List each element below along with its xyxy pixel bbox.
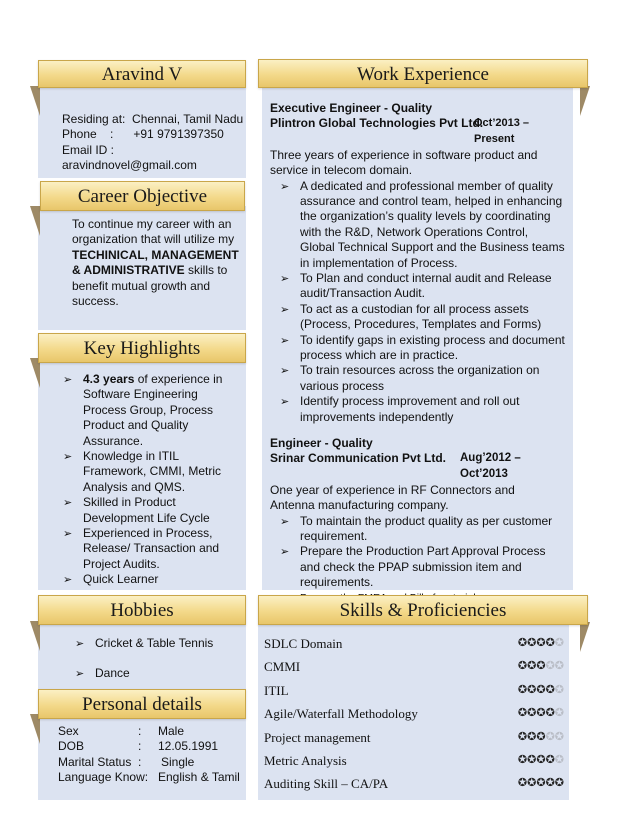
skill-row	[264, 659, 564, 679]
star-filled-icon: ✪	[527, 636, 537, 649]
personal-row: DOB : 12.05.1991	[58, 739, 219, 754]
star-filled-icon: ✪	[536, 706, 546, 720]
star-filled-icon: ✪	[545, 636, 555, 649]
star-filled-icon: ✪	[517, 636, 528, 649]
star-filled-icon: ✪	[536, 753, 546, 766]
skill-row	[264, 636, 564, 656]
skill-name: ITIL	[264, 682, 289, 698]
hobbies-heading: Hobbies	[38, 595, 246, 625]
job-company: Srinar Communication Pvt Ltd.	[270, 451, 447, 466]
star-filled-icon: ✪	[517, 776, 528, 790]
personal-details-heading: Personal details	[38, 689, 246, 719]
star-filled-icon: ✪	[536, 729, 546, 743]
key-highlights-list	[63, 372, 235, 588]
star-empty-icon: ✪	[554, 636, 564, 649]
list-item: ➢ To identify gaps in existing process and document process which are in practice.	[280, 333, 566, 364]
star-filled-icon: ✪	[517, 659, 528, 673]
skill-row	[264, 776, 564, 796]
skill-name: SDLC Domain	[264, 636, 343, 651]
skill-row	[264, 753, 564, 773]
header-fold	[30, 206, 40, 236]
star-filled-icon: ✪	[517, 753, 528, 766]
rating-stars	[518, 683, 564, 696]
star-empty-icon: ✪	[554, 706, 564, 720]
rating-stars	[518, 636, 564, 649]
star-filled-icon: ✪	[517, 682, 528, 696]
list-item: ➢ A dedicated and professional member of quality assurance and control team, helped in enhancing the organization’s quality levels by coordinating with the R&D, Network Operations Control, Global Technical Support and the Business teams in implementation of Process.	[280, 179, 566, 271]
list-item: ➢ Cricket & Table Tennis	[75, 636, 240, 651]
list-item: ➢ Prepare the Production Part Approval Process and check the PPAP submission item and requirements.	[280, 544, 566, 590]
job-duties	[280, 179, 566, 426]
job-2	[270, 436, 566, 606]
star-filled-icon: ✪	[536, 659, 546, 673]
hobbies-list	[75, 636, 240, 682]
star-filled-icon: ✪	[545, 753, 555, 766]
phone-line: Phone : +91 9791397350	[62, 127, 224, 142]
list-item: ➢ To act as a custodian for all process assets (Process, Procedures, Templates and Forms)	[280, 302, 566, 333]
list-item: ➢ Experienced in Process, Release/ Transaction and Project Audits.	[63, 526, 235, 572]
job-summary: One year of experience in RF Connectors and Antenna manufacturing company.	[270, 482, 515, 513]
personal-row: Language Know: English & Tamil	[58, 770, 240, 785]
star-filled-icon: ✪	[536, 776, 546, 790]
key-highlights-heading: Key Highlights	[38, 333, 246, 363]
skill-name: Auditing Skill – CA/PA	[264, 776, 389, 792]
rating-stars	[518, 730, 564, 743]
header-fold	[30, 621, 40, 651]
skills-heading: Skills & Proficiencies	[258, 595, 588, 625]
job-summary: Three years of experience in software product and service in telecom domain.	[270, 147, 538, 178]
job-period: Oct’2013 – Present	[474, 117, 530, 145]
skill-name: Agile/Waterfall Methodology	[264, 706, 418, 722]
skill-row	[264, 706, 564, 726]
personal-row: Sex : Male	[58, 724, 185, 738]
rating-stars	[518, 753, 564, 766]
skill-name: Project management	[264, 729, 371, 745]
star-filled-icon: ✪	[536, 636, 546, 649]
job-role: Engineer - Quality	[270, 436, 373, 450]
job-1	[270, 101, 566, 425]
skill-name: CMMI	[264, 659, 301, 675]
work-experience-heading: Work Experience	[258, 59, 588, 88]
star-filled-icon: ✪	[527, 776, 537, 790]
career-objective-text: To continue my career with an organization that will utilize my TECHINICAL, MANAGEMENT & ADMINISTRATIVE skills to benefit mutual growth and success.	[72, 217, 239, 309]
star-filled-icon: ✪	[527, 753, 537, 766]
job-period: Aug’2012 –Oct’2013	[460, 452, 521, 480]
star-filled-icon: ✪	[527, 659, 537, 673]
list-item: ➢ To Plan and conduct internal audit and Release audit/Transaction Audit.	[280, 271, 566, 302]
list-item: ➢ 4.3 years of experience in Software Engineering Process Group, Process Product and Quality Assurance.	[63, 372, 235, 449]
star-filled-icon: ✪	[527, 682, 537, 696]
star-empty-icon: ✪	[545, 729, 555, 743]
job-role: Executive Engineer - Quality	[270, 101, 433, 115]
job-duties	[280, 514, 566, 606]
skill-row	[264, 730, 564, 750]
rating-stars	[518, 659, 564, 672]
star-filled-icon: ✪	[517, 706, 528, 720]
star-filled-icon: ✪	[545, 706, 555, 720]
star-empty-icon: ✪	[554, 682, 564, 696]
star-filled-icon: ✪	[536, 682, 546, 696]
star-filled-icon: ✪	[527, 729, 537, 743]
list-item: ➢ Dance	[75, 666, 240, 681]
header-fold	[30, 86, 40, 116]
star-empty-icon: ✪	[554, 729, 564, 743]
star-filled-icon: ✪	[527, 706, 537, 720]
star-empty-icon: ✪	[554, 659, 564, 673]
career-objective-heading: Career Objective	[40, 181, 245, 211]
list-item: ➢ Identify process improvement and roll out improvements independently	[280, 394, 566, 425]
rating-stars	[518, 706, 564, 719]
name-heading	[38, 60, 246, 88]
star-filled-icon: ✪	[545, 776, 555, 790]
rating-stars	[518, 776, 564, 789]
job-company-line	[270, 116, 566, 145]
star-filled-icon: ✪	[554, 776, 564, 790]
skill-row	[264, 683, 564, 703]
residing-line: Residing at: Chennai, Tamil Nadu	[62, 112, 244, 126]
star-filled-icon: ✪	[517, 729, 528, 743]
list-item: ➢ To train resources across the organization on various process	[280, 363, 566, 394]
job-company: Plintron Global Technologies Pvt Ltd.	[270, 116, 484, 131]
personal-details-table	[58, 724, 248, 786]
header-fold	[580, 86, 590, 116]
star-filled-icon: ✪	[545, 682, 555, 696]
list-item: ➢ Knowledge in ITIL Framework, CMMI, Metric Analysis and QMS.	[63, 449, 235, 495]
personal-row: Marital Status : Single	[58, 754, 195, 769]
list-item: ➢ Quick Learner	[63, 572, 235, 587]
star-empty-icon: ✪	[545, 659, 555, 673]
list-item: ➢ Skilled in Product Development Life Cycle	[63, 495, 235, 526]
contact-info	[62, 112, 252, 174]
job-company-line	[270, 451, 566, 480]
star-empty-icon: ✪	[554, 753, 564, 766]
name-text: Aravind V	[101, 64, 183, 85]
skill-name: Metric Analysis	[264, 753, 347, 768]
email-line[interactable]: Email ID : aravindnovel@gmail.com	[62, 142, 197, 173]
list-item: ➢ To maintain the product quality as per customer requirement.	[280, 514, 566, 545]
header-fold	[580, 622, 590, 652]
